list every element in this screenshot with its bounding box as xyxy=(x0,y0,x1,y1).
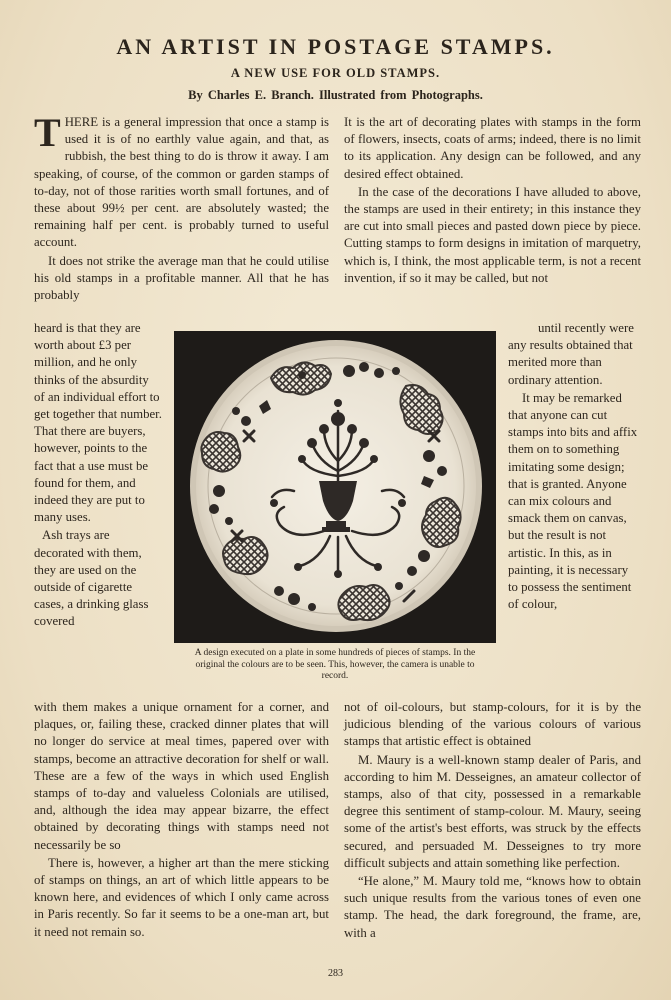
paragraph: It does not strike the average man that he could utilise his old stamps in a profitable manner. All that he has probably xyxy=(34,253,329,303)
paragraph: heard is that they are worth about £3 per million, and he only thinks of the absurdity of an individual effort to get together that number. That there are buyers, however, points to the fact that a use must be found for them, and indeed they are put to many uses. xyxy=(34,321,162,525)
plate-photograph xyxy=(174,331,496,643)
paragraph: There is, however, a higher art than the mere sticking of stamps on things, an art of which little appears to be known here, and evidences of which I only came across in Paris recently. So far it seems to be a one-man art, but it need not remain so. xyxy=(34,855,329,939)
paragraph: It may be remarked that anyone can cut stamps into bits and affix them on to something imitating some design; that is granted. Anyone can mix colours and smack them on canvas, but the result is not artistic. In this, as in painting, it is necessary to possess the sentiment of colour, xyxy=(508,390,638,612)
column-right-top xyxy=(344,114,641,287)
paragraph: THERE is a general impression that once a stamp is used it is of no earthly value again, and that, as rubbish, the best thing to do is throw it away. I am speaking, of course, of the common or garden stamps of to-day, not of those rarities worth small fortunes, and of these about 99½ per cent. are absolutely wasted; the remaining half per cent. is probably turned to useful account. xyxy=(34,110,329,250)
paragraph: with them makes a unique ornament for a corner, and plaques, or, failing these, cracked dinner plates that will no longer do service at meal times, papered over with stamps, become an attractive decoration for shelf or wall. These are a few of the ways in which used English stamps of to-day and valueless Colonials are utilised, and, although the idea may appear bizarre, the effect obtained by decorating things with stamps need not necessarily be so xyxy=(34,700,329,852)
page-number: 283 xyxy=(328,968,343,979)
decorated-plate-image xyxy=(174,331,496,643)
paragraph: not of oil-colours, but stamp-colours, for it is by the judicious blending of the various colours of various stamps that artistic effect is obtained xyxy=(344,700,641,749)
figure-caption: A design executed on a plate in some hundreds of pieces of stamps. In the original the colours are to be seen. This, however, the camera is unable to record. xyxy=(194,648,476,681)
drop-cap: T xyxy=(34,110,61,155)
paragraph: until recently were any results obtained that merited more than ordinary attention. xyxy=(508,321,634,387)
column-left-bottom xyxy=(34,699,329,941)
article-byline: By Charles E. Branch. Illustrated from Photographs. xyxy=(188,88,483,102)
column-right-bottom xyxy=(344,699,641,942)
article-title: AN ARTIST IN POSTAGE STAMPS. xyxy=(116,34,555,59)
paragraph: Ash trays are decorated with them, they are used on the outside of cigarette cases, a drinking glass covered xyxy=(34,528,149,629)
column-left-wrap xyxy=(34,320,162,631)
paragraph: “He alone,” M. Maury told me, “knows how to obtain such unique results from the various tones of even one stamp. The head, the dark foreground, the frame, are, with a xyxy=(344,874,641,940)
paragraph: It is the art of decorating plates with stamps in the form of flowers, insects, coats of arms; indeed, there is no limit to its application. Any design can be followed, and any desired effect obtained. xyxy=(344,115,641,181)
column-left-top xyxy=(34,110,329,304)
paragraph: In the case of the decorations I have alluded to above, the stamps are used in their entirety; in this instance they are cut into small pieces and pasted down piece by piece. Cutting stamps to form designs in imitation of marquetry, which is, I think, the most applicable term, is not a recent invention, if so it may be called, but not xyxy=(344,184,641,285)
paragraph: M. Maury is a well-known stamp dealer of Paris, and according to him M. Desseignes, an amateur collector of stamps, also of that city, possessed in a remarkable degree this sentiment of stamp-colour. M. Maury, seeing some of the artist's best efforts, was struck by the effects secured, and persuaded M. Desseignes to try more difficult subjects and attain something like perfection. xyxy=(344,752,641,870)
column-right-wrap xyxy=(508,320,641,613)
article-subtitle: A NEW USE FOR OLD STAMPS. xyxy=(230,66,441,80)
